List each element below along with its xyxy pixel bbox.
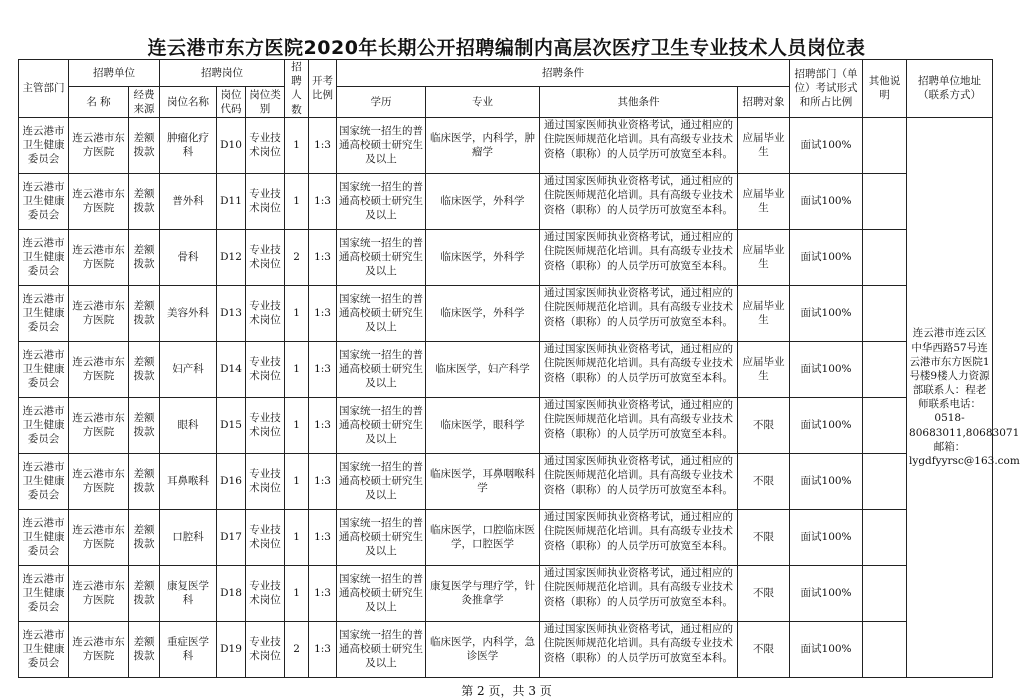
cell-post-type: 专业技术岗位 [246,229,285,285]
cell-remark [863,285,907,341]
cell-post-code: D19 [217,621,246,677]
cell-dept: 连云港市卫生健康委员会 [19,117,69,173]
cell-post-code: D16 [217,453,246,509]
cell-other [540,117,738,173]
cell-dept: 连云港市卫生健康委员会 [19,397,69,453]
cell-funding: 差额拨款 [129,117,160,173]
cell-count: 1 [285,397,309,453]
header-row-1 [19,60,993,87]
cell-post-type: 专业技术岗位 [246,565,285,621]
cell-count: 2 [285,621,309,677]
cell-remark [863,621,907,677]
table-row [19,453,993,509]
cell-count: 1 [285,173,309,229]
cell-ratio: 1:3 [309,229,337,285]
cell-exam: 面试100% [790,509,863,565]
cell-post-type: 专业技术岗位 [246,173,285,229]
cell-ratio: 1:3 [309,341,337,397]
cell-other [540,621,738,677]
cell-remark [863,341,907,397]
cell-ratio: 1:3 [309,117,337,173]
cell-major: 临床医学，眼科学 [426,397,540,453]
header-major: 专业 [426,87,540,118]
cell-post-name: 重症医学科 [160,621,217,677]
cell-post-name: 普外科 [160,173,217,229]
cell-target: 不限 [738,565,790,621]
cell-post-type: 专业技术岗位 [246,453,285,509]
cell-other [540,229,738,285]
cell-post-name: 肿瘤化疗科 [160,117,217,173]
cell-exam: 面试100% [790,117,863,173]
cell-unit: 连云港市东方医院 [69,285,129,341]
header-post-group: 招聘岗位 [160,60,285,87]
page-title: 连云港市东方医院2020年长期公开招聘编制内高层次医疗卫生专业技术人员岗位表 [147,37,866,59]
cell-other [540,285,738,341]
cell-exam: 面试100% [790,397,863,453]
cell-funding: 差额拨款 [129,509,160,565]
cell-major: 临床医学，内科学，急诊医学 [426,621,540,677]
cell-other [540,509,738,565]
table-row [19,117,993,173]
other-text: 通过国家医师执业资格考试，通过相应的住院医师规范化培训。具有高级专业技术资格（职称）的人员学历可放宽至本科。 [544,231,734,272]
page-footer: 第 2 页，共 3 页 [461,684,552,698]
other-text: 通过国家医师执业资格考试，通过相应的住院医师规范化培训。具有高级专业技术资格（职称）的人员学历可放宽至本科。 [544,175,734,216]
cell-post-type: 专业技术岗位 [246,397,285,453]
other-text: 通过国家医师执业资格考试，通过相应的住院医师规范化培训。具有高级专业技术资格（职称）的人员学历可放宽至本科。 [544,343,734,384]
cell-remark [863,117,907,173]
cell-count: 1 [285,341,309,397]
cell-post-name: 美容外科 [160,285,217,341]
cell-unit: 连云港市东方医院 [69,453,129,509]
cell-dept: 连云港市卫生健康委员会 [19,453,69,509]
cell-ratio: 1:3 [309,397,337,453]
cell-post-code: D10 [217,117,246,173]
table-row [19,341,993,397]
cell-dept: 连云港市卫生健康委员会 [19,341,69,397]
cell-remark [863,173,907,229]
cell-unit: 连云港市东方医院 [69,229,129,285]
cell-unit: 连云港市东方医院 [69,341,129,397]
header-unit-funding: 经费来源 [129,87,160,118]
cell-exam: 面试100% [790,453,863,509]
header-remark: 其他说明 [863,60,907,118]
header-count: 招聘人数 [285,60,309,118]
cell-dept: 连云港市卫生健康委员会 [19,509,69,565]
cell-other [540,397,738,453]
cell-ratio: 1:3 [309,285,337,341]
cell-major: 临床医学，外科学 [426,285,540,341]
cell-post-type: 专业技术岗位 [246,341,285,397]
cell-post-code: D18 [217,565,246,621]
cell-funding: 差额拨款 [129,341,160,397]
cell-major: 临床医学，外科学 [426,229,540,285]
header-post-type: 岗位类别 [246,87,285,118]
cell-dept: 连云港市卫生健康委员会 [19,565,69,621]
cell-major: 临床医学，妇产科学 [426,341,540,397]
cell-count: 1 [285,509,309,565]
cell-major: 临床医学，内科学，肿瘤学 [426,117,540,173]
table-row [19,565,993,621]
table-body [19,117,1020,677]
cell-post-code: D15 [217,397,246,453]
cell-education: 国家统一招生的普通高校硕士研究生及以上 [337,453,426,509]
cell-remark [863,453,907,509]
cell-target: 不限 [738,397,790,453]
job-table [18,59,1020,678]
other-text: 通过国家医师执业资格考试，通过相应的住院医师规范化培训。具有高级专业技术资格（职称）的人员学历可放宽至本科。 [544,119,734,160]
cell-target: 应届毕业生 [738,117,790,173]
header-post-name: 岗位名称 [160,87,217,118]
cell-count: 1 [285,285,309,341]
cell-post-code: D14 [217,341,246,397]
cell-remark [863,397,907,453]
header-target: 招聘对象 [738,87,790,118]
cell-funding: 差额拨款 [129,285,160,341]
cell-funding: 差额拨款 [129,565,160,621]
cell-target: 应届毕业生 [738,341,790,397]
cell-exam: 面试100% [790,229,863,285]
header-ratio: 开考比例 [309,60,337,118]
cell-education: 国家统一招生的普通高校硕士研究生及以上 [337,621,426,677]
cell-remark [863,509,907,565]
cell-funding: 差额拨款 [129,453,160,509]
cell-exam: 面试100% [790,173,863,229]
header-post-code: 岗位代码 [217,87,246,118]
cell-funding: 差额拨款 [129,621,160,677]
cell-ratio: 1:3 [309,621,337,677]
other-text: 通过国家医师执业资格考试，通过相应的住院医师规范化培训。具有高级专业技术资格（职称）的人员学历可放宽至本科。 [544,399,734,440]
cell-post-type: 专业技术岗位 [246,285,285,341]
cell-education: 国家统一招生的普通高校硕士研究生及以上 [337,509,426,565]
cell-other [540,453,738,509]
cell-post-name: 口腔科 [160,509,217,565]
cell-dept: 连云港市卫生健康委员会 [19,621,69,677]
header-address: 招聘单位地址（联系方式） [907,60,993,118]
cell-unit: 连云港市东方医院 [69,117,129,173]
cell-education: 国家统一招生的普通高校硕士研究生及以上 [337,565,426,621]
cell-other [540,173,738,229]
cell-target: 应届毕业生 [738,173,790,229]
cell-other [540,341,738,397]
header-education: 学历 [337,87,426,118]
cell-count: 1 [285,453,309,509]
other-text: 通过国家医师执业资格考试，通过相应的住院医师规范化培训。具有高级专业技术资格（职称）的人员学历可放宽至本科。 [544,567,734,608]
cell-post-name: 眼科 [160,397,217,453]
cell-unit: 连云港市东方医院 [69,397,129,453]
cell-post-type: 专业技术岗位 [246,509,285,565]
cell-post-type: 专业技术岗位 [246,117,285,173]
cell-major: 临床医学，口腔临床医学，口腔医学 [426,509,540,565]
header-exam: 招聘部门（单位）考试形式和所占比例 [790,60,863,118]
cell-unit: 连云港市东方医院 [69,565,129,621]
cell-ratio: 1:3 [309,173,337,229]
table-row [19,621,993,677]
cell-count: 1 [285,565,309,621]
cell-target: 不限 [738,509,790,565]
cell-funding: 差额拨款 [129,173,160,229]
table-row [19,173,993,229]
header-unit-group: 招聘单位 [69,60,160,87]
header-dept: 主管部门 [19,60,69,118]
table-row [19,509,993,565]
cell-education: 国家统一招生的普通高校硕士研究生及以上 [337,229,426,285]
cell-unit: 连云港市东方医院 [69,621,129,677]
cell-ratio: 1:3 [309,453,337,509]
cell-exam: 面试100% [790,565,863,621]
cell-education: 国家统一招生的普通高校硕士研究生及以上 [337,117,426,173]
cell-exam: 面试100% [790,341,863,397]
cell-count: 1 [285,117,309,173]
header-unit-name: 名 称 [69,87,129,118]
cell-ratio: 1:3 [309,565,337,621]
cell-exam: 面试100% [790,621,863,677]
cell-education: 国家统一招生的普通高校硕士研究生及以上 [337,173,426,229]
cell-unit: 连云港市东方医院 [69,173,129,229]
cell-count: 2 [285,229,309,285]
cell-education: 国家统一招生的普通高校硕士研究生及以上 [337,397,426,453]
cell-post-type: 专业技术岗位 [246,621,285,677]
table-row [19,229,993,285]
other-text: 通过国家医师执业资格考试，通过相应的住院医师规范化培训。具有高级专业技术资格（职称）的人员学历可放宽至本科。 [544,455,734,496]
other-text: 通过国家医师执业资格考试，通过相应的住院医师规范化培训。具有高级专业技术资格（职称）的人员学历可放宽至本科。 [544,623,734,664]
cell-dept: 连云港市卫生健康委员会 [19,285,69,341]
cell-remark [863,565,907,621]
cell-education: 国家统一招生的普通高校硕士研究生及以上 [337,341,426,397]
cell-remark [863,229,907,285]
cell-target: 不限 [738,453,790,509]
cell-major: 康复医学与理疗学，针灸推拿学 [426,565,540,621]
cell-post-code: D11 [217,173,246,229]
cell-target: 应届毕业生 [738,285,790,341]
cell-major: 临床医学，外科学 [426,173,540,229]
cell-exam: 面试100% [790,285,863,341]
cell-post-name: 耳鼻喉科 [160,453,217,509]
cell-post-code: D13 [217,285,246,341]
cell-post-name: 骨科 [160,229,217,285]
other-text: 通过国家医师执业资格考试，通过相应的住院医师规范化培训。具有高级专业技术资格（职称）的人员学历可放宽至本科。 [544,287,734,328]
cell-dept: 连云港市卫生健康委员会 [19,173,69,229]
cell-post-code: D17 [217,509,246,565]
cell-other [540,565,738,621]
header-other: 其他条件 [540,87,738,118]
table-row [19,285,993,341]
cell-dept: 连云港市卫生健康委员会 [19,229,69,285]
cell-post-name: 妇产科 [160,341,217,397]
cell-target: 应届毕业生 [738,229,790,285]
cell-ratio: 1:3 [309,509,337,565]
cell-target: 不限 [738,621,790,677]
cell-funding: 差额拨款 [129,229,160,285]
cell-post-name: 康复医学科 [160,565,217,621]
cell-post-code: D12 [217,229,246,285]
header-cond-group: 招聘条件 [337,60,790,87]
other-text: 通过国家医师执业资格考试，通过相应的住院医师规范化培训。具有高级专业技术资格（职称）的人员学历可放宽至本科。 [544,511,734,552]
cell-address-contact: 连云港市连云区中华西路57号连云港市东方医院1号楼9楼人力资源部联系人：程老师联系电话：0518-80683011,80683071邮箱：lygdfyyrsc@163.com [907,117,993,677]
cell-unit: 连云港市东方医院 [69,509,129,565]
table-row [19,397,993,453]
cell-major: 临床医学，耳鼻咽喉科学 [426,453,540,509]
cell-education: 国家统一招生的普通高校硕士研究生及以上 [337,285,426,341]
cell-funding: 差额拨款 [129,397,160,453]
